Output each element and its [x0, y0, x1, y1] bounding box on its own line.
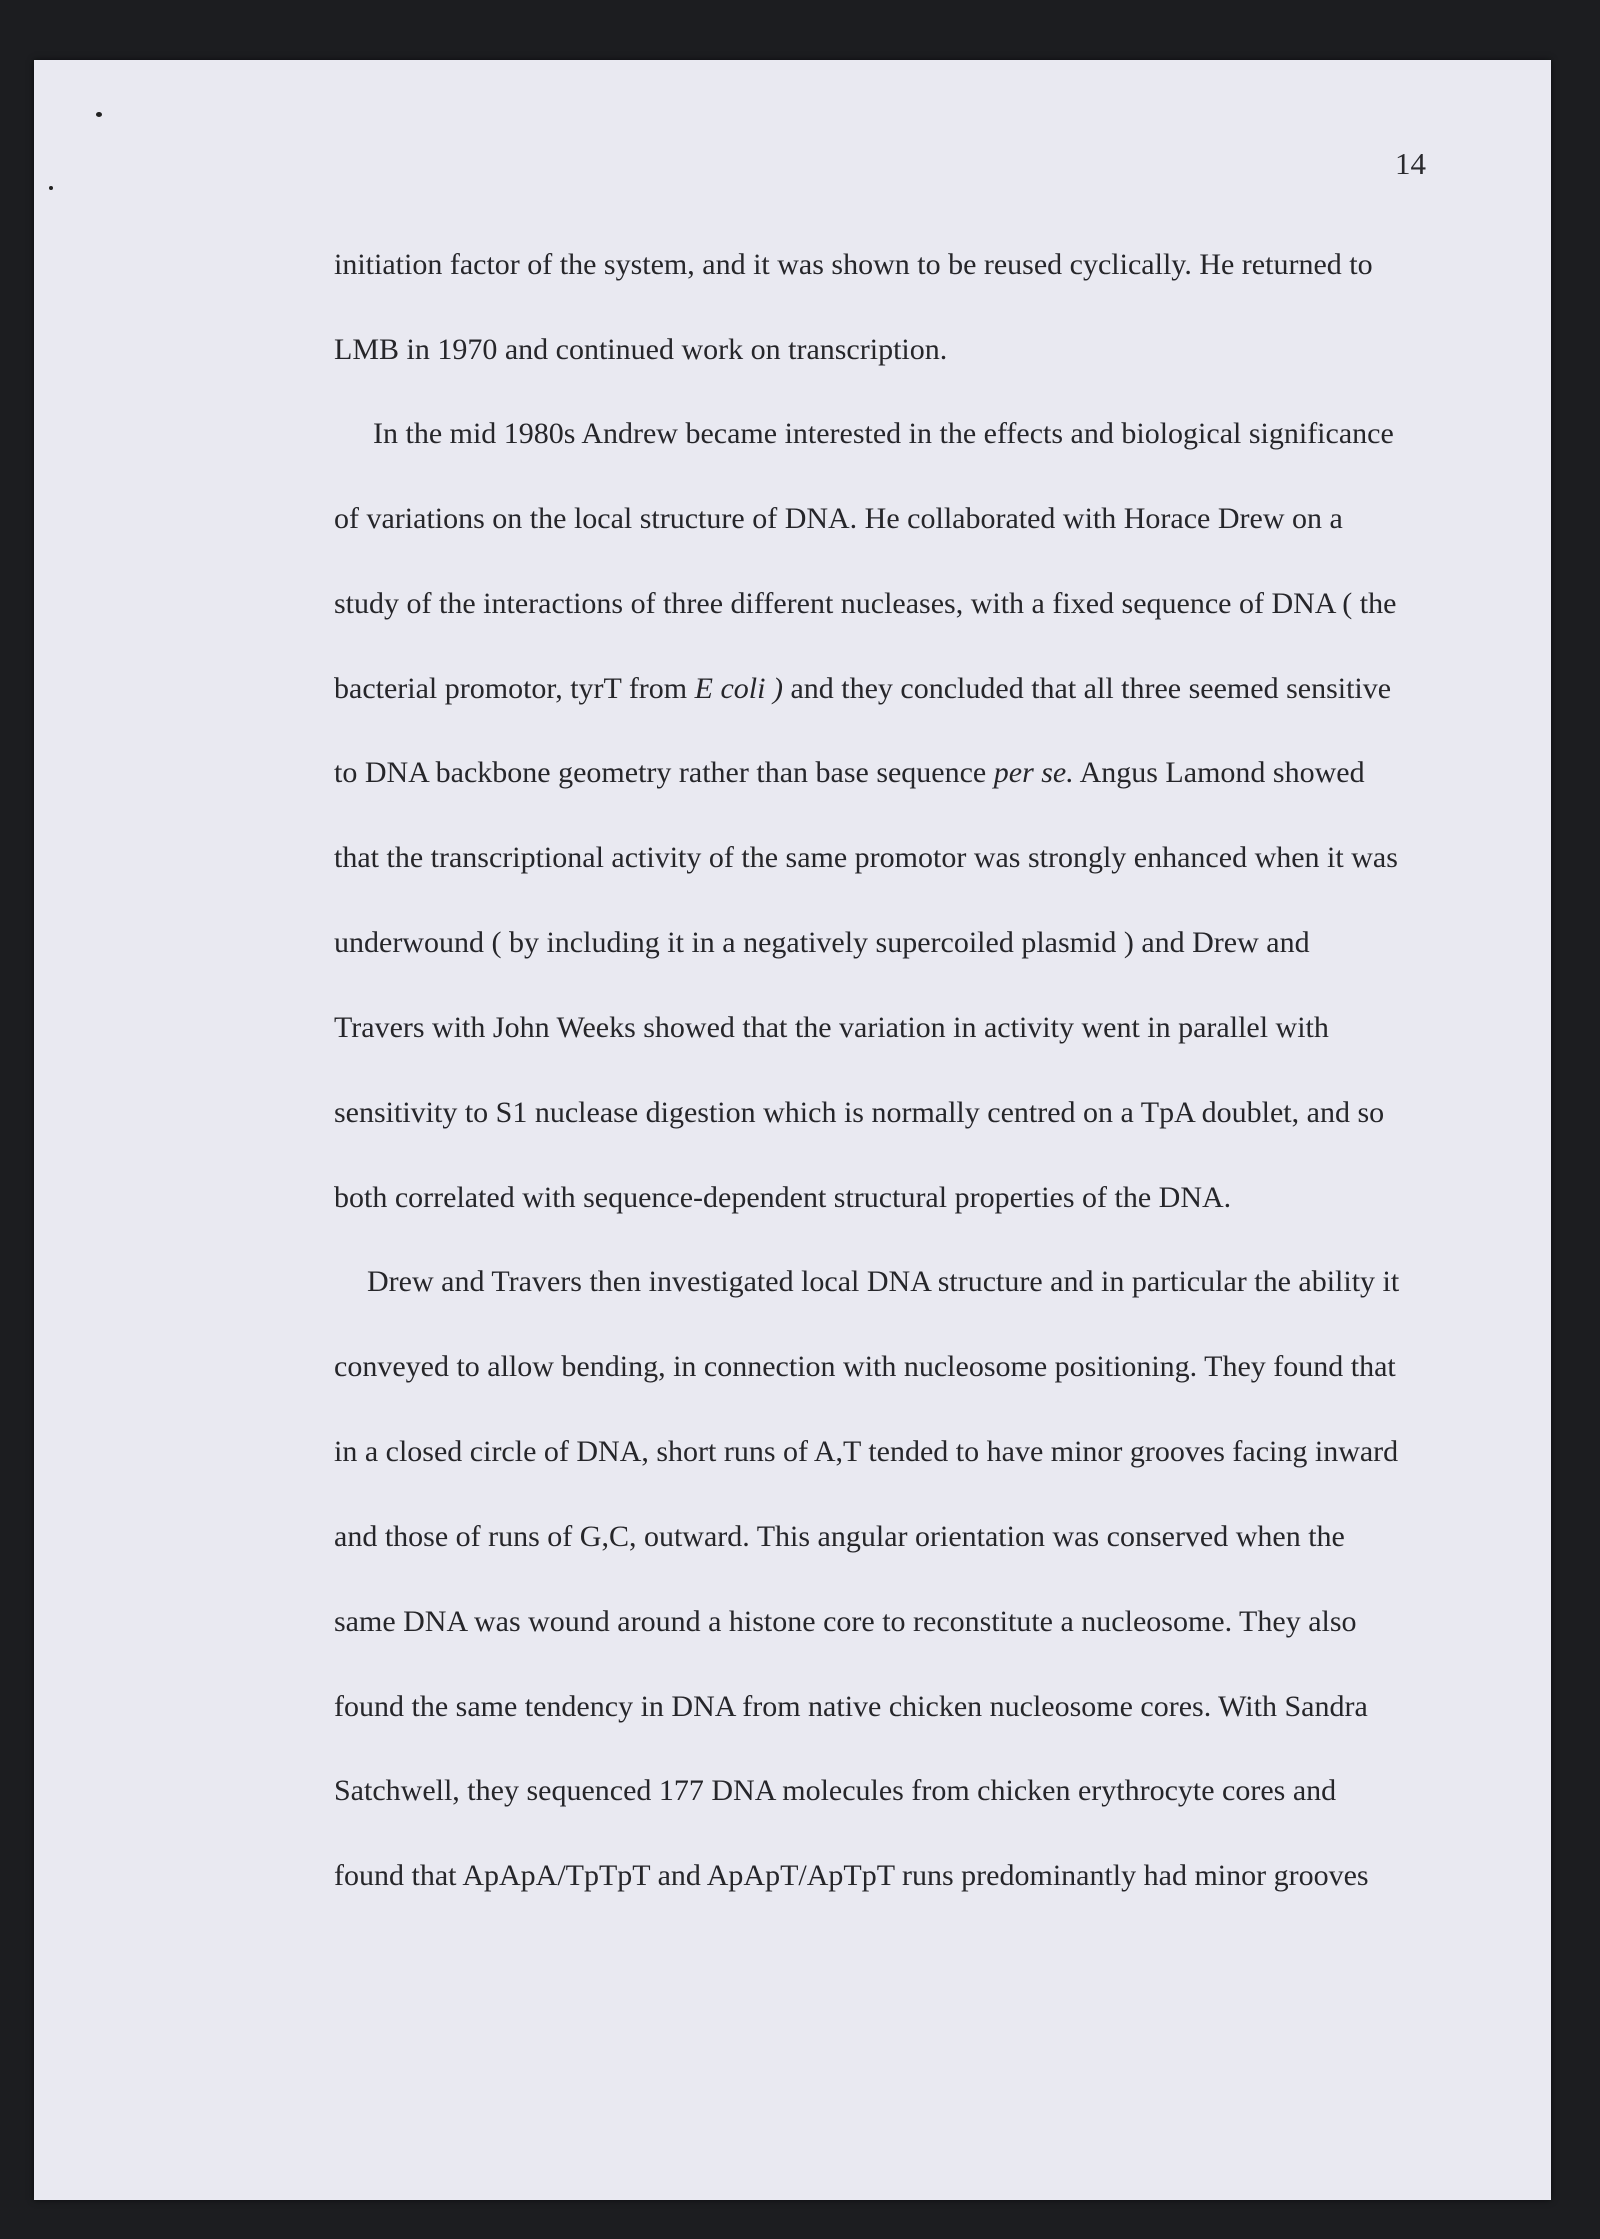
body-line [334, 1347, 1396, 1387]
text-run: of variations on the local structure of DNA. He collaborated with Horace Drew on a [334, 502, 1343, 535]
ink-speck [49, 186, 53, 190]
body-line [334, 753, 1365, 793]
text-run: both correlated with sequence-dependent structural properties of the DNA. [334, 1181, 1232, 1214]
text-run: to DNA backbone geometry rather than base sequence [334, 756, 994, 789]
body-line [334, 1432, 1398, 1472]
body-line [334, 1008, 1329, 1048]
text-run: that the transcriptional activity of the same promotor was strongly enhanced when it was [334, 841, 1398, 874]
body-line [334, 1771, 1336, 1811]
text-run: conveyed to allow bending, in connection with nucleosome positioning. They found that [334, 1350, 1396, 1383]
body-line [334, 669, 1391, 709]
text-run: In the mid 1980s Andrew became interested in the effects and biological significance [373, 417, 1394, 450]
body-line [334, 1856, 1369, 1896]
text-run: and they concluded that all three seemed sensitive [782, 672, 1392, 705]
text-run: study of the interactions of three different nucleases, with a fixed sequence of DNA ( the [334, 587, 1397, 620]
text-run: and those of runs of G,C, outward. This angular orientation was conserved when the [334, 1520, 1345, 1553]
text-run: same DNA was wound around a histone core to reconstitute a nucleosome. They also [334, 1605, 1357, 1638]
body-line [334, 1517, 1345, 1557]
text-run: found that ApApA/TpTpT and ApApT/ApTpT runs predominantly had minor grooves [334, 1859, 1369, 1892]
body-line [334, 923, 1310, 963]
body-line [334, 838, 1398, 878]
body-line [334, 584, 1396, 624]
italic-run: E coli ) [694, 672, 783, 705]
page-number: 14 [1395, 146, 1426, 181]
text-run: bacterial promotor, tyrT from [334, 672, 695, 705]
ink-speck [96, 112, 102, 117]
text-run: Angus Lamond showed [1073, 756, 1365, 789]
text-run: found the same tendency in DNA from native chicken nucleosome cores. With Sandra [334, 1690, 1368, 1723]
body-line [334, 1093, 1384, 1133]
text-run: Drew and Travers then investigated local DNA structure and in particular the ability it [367, 1265, 1400, 1298]
text-run: underwound ( by including it in a negatively supercoiled plasmid ) and Drew and [334, 926, 1310, 959]
italic-run: per se. [993, 756, 1074, 789]
body-line [334, 1687, 1368, 1727]
text-run: Travers with John Weeks showed that the variation in activity went in parallel with [334, 1011, 1329, 1044]
text-run: LMB in 1970 and continued work on transcription. [334, 333, 948, 366]
text-run: initiation factor of the system, and it was shown to be reused cyclically. He returned to [334, 248, 1373, 281]
body-line [334, 1602, 1357, 1642]
paragraph-first-line [373, 414, 1394, 454]
body-line [334, 245, 1373, 285]
text-run: Satchwell, they sequenced 177 DNA molecules from chicken erythrocyte cores and [334, 1774, 1337, 1807]
text-run: sensitivity to S1 nuclease digestion which is normally centred on a TpA doublet, and so [334, 1096, 1385, 1129]
body-line [334, 499, 1343, 539]
text-run: in a closed circle of DNA, short runs of A,T tended to have minor grooves facing inward [334, 1435, 1399, 1468]
paragraph-first-line [367, 1262, 1399, 1302]
body-line [334, 1178, 1231, 1218]
body-line [334, 330, 947, 370]
